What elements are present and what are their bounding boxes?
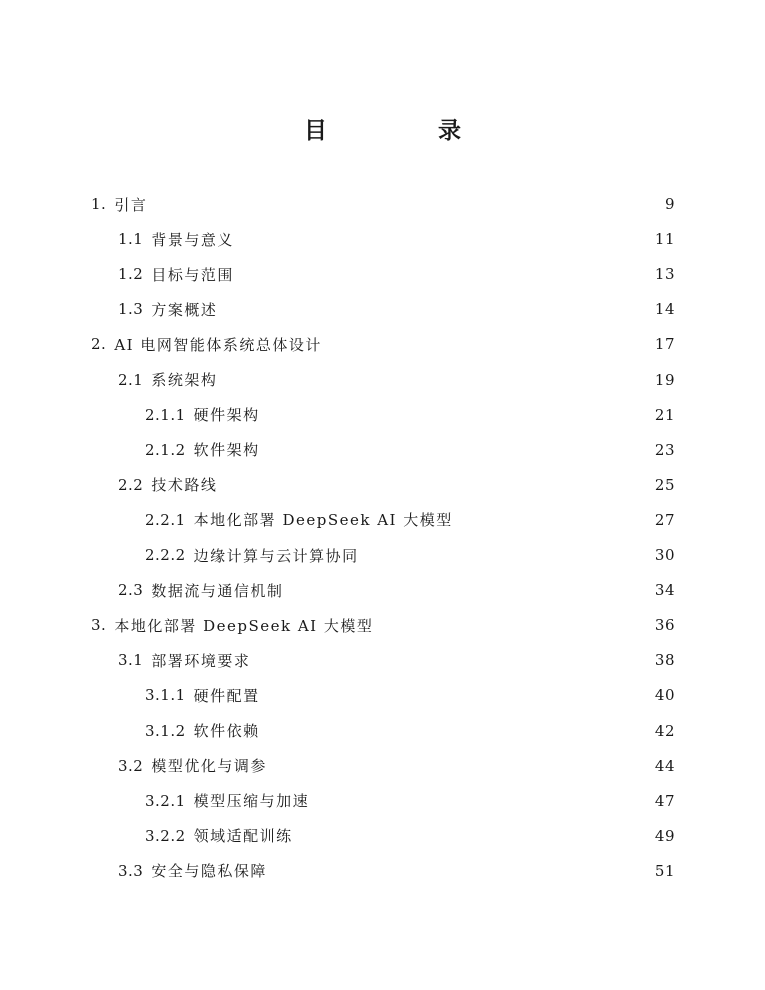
toc-entry[interactable] [145,821,675,851]
toc-entry-gap [143,581,151,599]
toc-entry-gap [143,862,151,880]
toc-entry[interactable] [118,645,675,675]
toc-entry-gap [186,406,194,424]
toc-entry-gap [143,300,151,318]
toc-entry-number: 2.2.1 [145,510,186,529]
toc-dot-leader [153,189,653,219]
toc-entry-page-number: 14 [654,300,675,319]
toc-entry[interactable] [118,259,675,289]
toc-entry-title: AI 电网智能体系统总体设计 [114,335,322,354]
toc-dot-leader [299,821,651,851]
toc-dot-leader [328,329,651,359]
toc-entry-title: 软件架构 [193,441,260,460]
toc-dot-leader [256,645,651,675]
toc-entry-page-number: 25 [654,475,675,494]
toc-entry-gap [186,722,194,740]
toc-dot-leader [379,610,651,640]
toc-entry-gap [186,441,194,459]
toc-dot-leader [266,435,651,465]
toc-dot-leader [365,540,651,570]
toc-entry-number: 2.1 [118,370,144,389]
toc-entry-page-number: 27 [654,510,675,529]
toc-entry-page-number: 51 [654,861,675,880]
toc-entry-number: 2.3 [118,581,144,600]
toc-entry-title: 硬件架构 [193,406,260,425]
toc-entry-page-number: 17 [654,335,675,354]
toc-entry-title: 引言 [114,195,148,214]
toc-entry-title: 目标与范围 [151,265,234,284]
toc-entry-gap [143,651,151,669]
toc-entry[interactable] [118,294,675,324]
toc-entry-number: 3.1 [118,651,144,670]
toc-entry-gap [106,616,114,634]
toc-entry-page-number: 19 [654,370,675,389]
toc-entry[interactable] [145,680,675,710]
toc-dot-leader [240,224,651,254]
toc-dot-leader [266,680,651,710]
toc-dot-leader [223,294,651,324]
toc-entry-number: 2.2 [118,475,144,494]
toc-entry-title: 技术路线 [151,476,218,495]
toc-entry[interactable] [91,189,675,219]
toc-entry-title: 模型压缩与加速 [193,792,310,811]
toc-dot-leader [459,505,651,535]
toc-entry[interactable] [118,470,675,500]
toc-entry[interactable] [145,786,675,816]
toc-entry-number: 3.2.1 [145,791,186,810]
toc-entry-page-number: 23 [654,440,675,459]
toc-entry-page-number: 47 [654,791,675,810]
toc-entry-title: 数据流与通信机制 [151,581,284,600]
toc-entry[interactable] [145,716,675,746]
toc-entry-gap [186,546,194,564]
toc-entry-title: 方案概述 [151,300,218,319]
toc-entry[interactable] [145,540,675,570]
toc-entry-title: 边缘计算与云计算协同 [193,546,359,565]
toc-entry-gap [186,511,194,529]
toc-entry[interactable] [91,329,675,359]
toc-entry-number: 1.2 [118,265,144,284]
toc-entry-page-number: 42 [654,721,675,740]
toc-entry-number: 2.2.2 [145,546,186,564]
toc-entry[interactable] [118,575,675,605]
toc-entry-title: 本地化部署 DeepSeek AI 大模型 [114,616,374,635]
toc-entry-gap [186,792,194,810]
toc-entry-gap [143,757,151,775]
toc-dot-leader [273,856,651,886]
toc-entry-page-number: 21 [654,405,675,424]
toc-entry-number: 1.1 [118,230,144,249]
toc-entry-number: 3.1.2 [145,721,186,740]
toc-entry-page-number: 44 [654,756,675,775]
toc-entry[interactable] [91,610,675,640]
toc-entry[interactable] [145,505,675,535]
toc-entry-title: 安全与隐私保障 [151,862,267,881]
toc-entry-title: 领域适配训练 [193,827,293,846]
toc-entry-page-number: 49 [654,826,675,845]
toc-dot-leader [273,751,651,781]
toc-entry-number: 3. [91,616,107,635]
toc-dot-leader [266,716,651,746]
toc-entry[interactable] [118,856,675,886]
toc-entry-number: 1.3 [118,300,144,319]
toc-entry-number: 2. [91,335,107,354]
toc-entry-number: 3.3 [118,861,144,880]
toc-entry-number: 2.1.1 [145,405,186,424]
toc-entry[interactable] [145,400,675,430]
toc-dot-leader [240,259,651,289]
toc-entry-page-number: 40 [654,686,675,705]
toc-entry-page-number: 9 [664,195,675,213]
toc-dot-leader [266,400,651,430]
toc-entry-gap [186,686,194,704]
toc-entry-title: 部署环境要求 [151,651,251,670]
toc-entry-gap [186,827,194,845]
toc-entry-number: 1. [91,195,107,213]
toc-entry[interactable] [118,224,675,254]
toc-dot-leader [315,786,651,816]
toc-entry-gap [143,265,151,283]
toc-entry-number: 3.2 [118,756,144,775]
toc-entry-page-number: 34 [654,581,675,600]
toc-entry-number: 3.1.1 [145,686,186,705]
toc-entry-gap [143,230,151,248]
toc-dot-leader [289,575,651,605]
toc-dot-leader [223,470,651,500]
toc-entry-number: 3.2.2 [145,826,186,845]
toc-entry[interactable] [118,751,675,781]
toc-entry-page-number: 30 [654,546,675,564]
toc-entry-page-number: 13 [654,265,675,284]
toc-entry-title: 系统架构 [151,371,218,389]
toc-entry-title: 模型优化与调参 [151,757,267,776]
toc-entry-gap [143,371,151,389]
toc-entry-page-number: 38 [654,651,675,670]
toc-entry-title: 背景与意义 [151,230,234,249]
toc-entry-page-number: 11 [654,230,675,249]
toc-entry-number: 2.1.2 [145,440,186,459]
toc-entry-page-number: 36 [654,616,675,635]
toc-title: 目 录 [304,118,505,144]
toc-entry[interactable] [118,365,675,395]
toc-dot-leader [223,365,651,395]
toc-entry-gap [106,195,114,213]
toc-entry[interactable] [145,435,675,465]
toc-entry-title: 软件依赖 [193,722,260,740]
toc-entry-gap [143,476,151,494]
toc-entry-title: 硬件配置 [193,686,260,705]
toc-entry-title: 本地化部署 DeepSeek AI 大模型 [193,511,453,530]
